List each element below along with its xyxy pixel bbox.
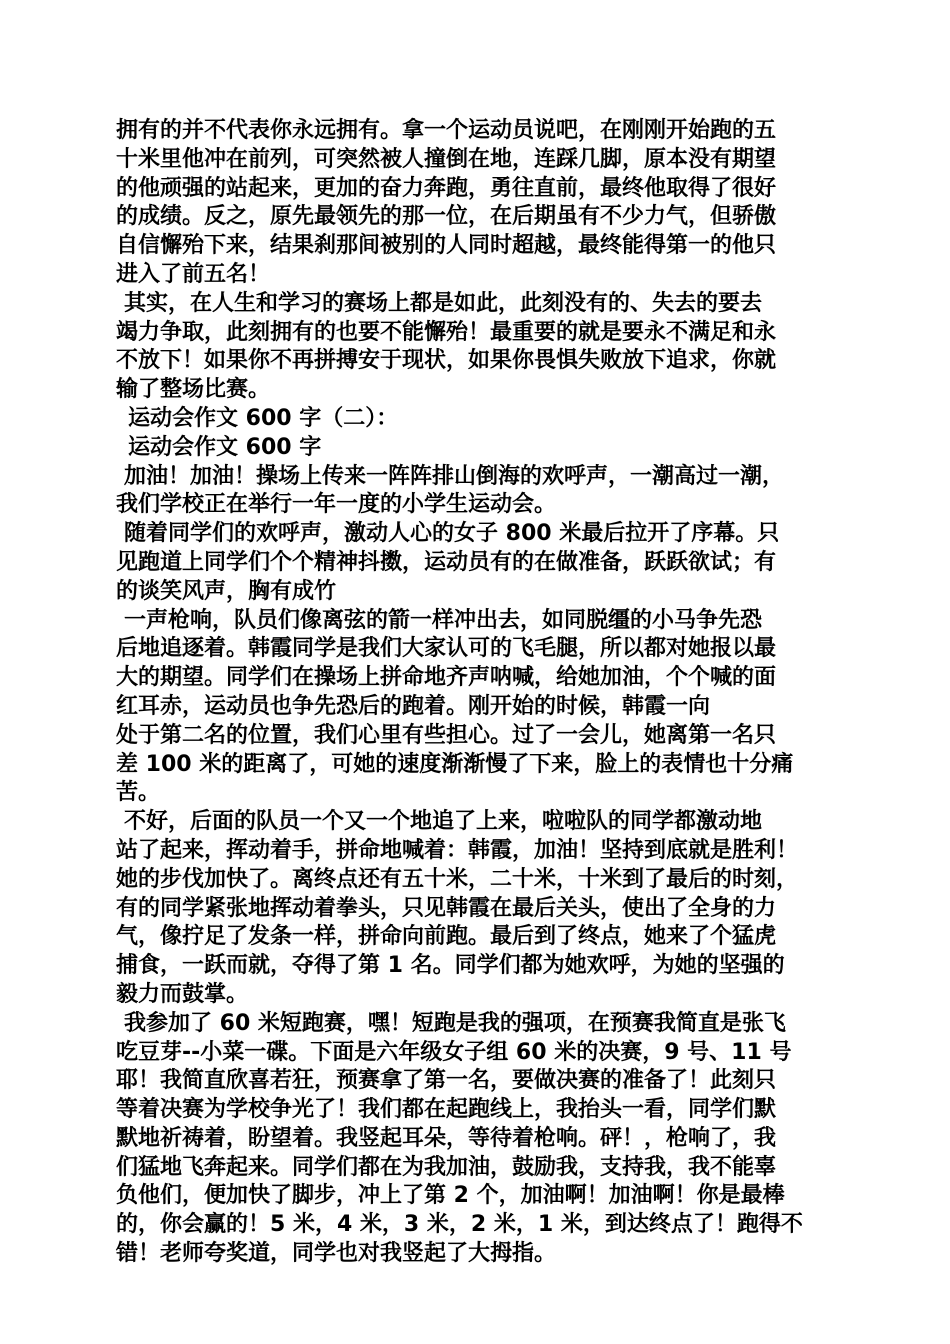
text-line: 吃豆芽--小菜一碟。下面是六年级女子组 60 米的决赛，9 号、11 号 <box>116 1039 792 1065</box>
paragraph-start: 随着同学们的欢呼声，激动人心的女子 800 米最后拉开了序幕。只 <box>124 521 780 547</box>
text-line: 站了起来，挥动着手，拼命地喊着：韩霞，加油！坚持到底就是胜利！ <box>116 837 799 863</box>
paragraph-start: 我参加了 60 米短跑赛，嘿！短跑是我的强项，在预赛我简直是张飞 <box>124 1010 786 1036</box>
text-line: 进入了前五名！ <box>116 261 271 287</box>
text-line: 她的步伐加快了。离终点还有五十米，二十米，十米到了最后的时刻， <box>116 866 799 892</box>
text-line: 红耳赤，运动员也争先恐后的跑着。刚开始的时候，韩霞一向 <box>116 693 711 719</box>
text-line: 的他顽强的站起来，更加的奋力奔跑，勇往直前，最终他取得了很好 <box>116 175 777 201</box>
text-line: 差 100 米的距离了，可她的速度渐渐慢了下来，脸上的表情也十分痛 <box>116 751 794 777</box>
paragraph-start: 一声枪响，队员们像离弦的箭一样冲出去，如同脱缰的小马争先恐 <box>124 607 763 633</box>
text-line: 耶！我简直欣喜若狂，预赛拿了第一名，要做决赛的准备了！此刻只 <box>116 1068 777 1094</box>
text-line: 竭力争取，此刻拥有的也要不能懈殆！最重要的就是要永不满足和永 <box>116 319 777 345</box>
section-heading: 运动会作文 600 字（二）： <box>128 405 399 431</box>
text-line: 苦。 <box>116 780 161 806</box>
text-line: 的成绩。反之，原先最领先的那一位，在后期虽有不少力气，但骄傲 <box>116 204 777 230</box>
text-line: 见跑道上同学们个个精神抖擞，运动员有的在做准备，跃跃欲试；有 <box>116 549 777 575</box>
text-line: 后地追逐着。韩霞同学是我们大家认可的飞毛腿，所以都对她报以最 <box>116 636 777 662</box>
text-line: 不放下！如果你不再拼搏安于现状，如果你畏惧失败放下追求，你就 <box>116 348 777 374</box>
paragraph-start: 其实，在人生和学习的赛场上都是如此，此刻没有的、失去的要去 <box>124 290 763 316</box>
section-subheading: 运动会作文 600 字 <box>128 434 322 460</box>
text-line: 毅力而鼓掌。 <box>116 981 249 1007</box>
text-line: 大的期望。同学们在操场上拼命地齐声呐喊，给她加油，个个喊的面 <box>116 665 777 691</box>
text-line: 负他们，便加快了脚步，冲上了第 2 个，加油啊！加油啊！你是最棒 <box>116 1183 785 1209</box>
text-line: 有的同学紧张地挥动着拳头，只见韩霞在最后关头，使出了全身的力 <box>116 895 777 921</box>
paragraph-start: 不好，后面的队员一个又一个地追了上来，啦啦队的同学都激动地 <box>124 809 763 835</box>
text-line: 的，你会赢的！5 米，4 米，3 米，2 米，1 米，到达终点了！跑得不 <box>116 1212 803 1238</box>
text-line: 捕食，一跃而就，夺得了第 1 名。同学们都为她欢呼，为她的坚强的 <box>116 953 785 979</box>
body-text <box>116 117 846 1269</box>
text-line: 错！老师夸奖道，同学也对我竖起了大拇指。 <box>116 1241 557 1267</box>
text-line: 拥有的并不代表你永远拥有。拿一个运动员说吧，在刚刚开始跑的五 <box>116 118 777 143</box>
text-line: 默地祈祷着，盼望着。我竖起耳朵，等待着枪响。砰！，枪响了，我 <box>116 1125 777 1151</box>
text-line: 十米里他冲在前列，可突然被人撞倒在地，连踩几脚，原本没有期望 <box>116 146 777 172</box>
text-line: 等着决赛为学校争光了！我们都在起跑线上，我抬头一看，同学们默 <box>116 1097 777 1123</box>
text-line: 的谈笑风声，胸有成竹 <box>116 578 337 604</box>
text-line: 输了整场比赛。 <box>116 377 271 403</box>
text-line: 们猛地飞奔起来。同学们都在为我加油，鼓励我，支持我，我不能辜 <box>116 1154 777 1180</box>
text-line: 自信懈殆下来，结果刹那间被别的人同时超越，最终能得第一的他只 <box>116 233 777 259</box>
text-line: 我们学校正在举行一年一度的小学生运动会。 <box>116 492 557 518</box>
text-line: 气，像拧足了发条一样，拼命向前跑。最后到了终点，她来了个猛虎 <box>116 924 777 950</box>
paragraph-start: 加油！加油！操场上传来一阵阵排山倒海的欢呼声，一潮高过一潮， <box>124 463 785 489</box>
text-line: 处于第二名的位置，我们心里有些担心。过了一会儿，她离第一名只 <box>116 722 777 748</box>
